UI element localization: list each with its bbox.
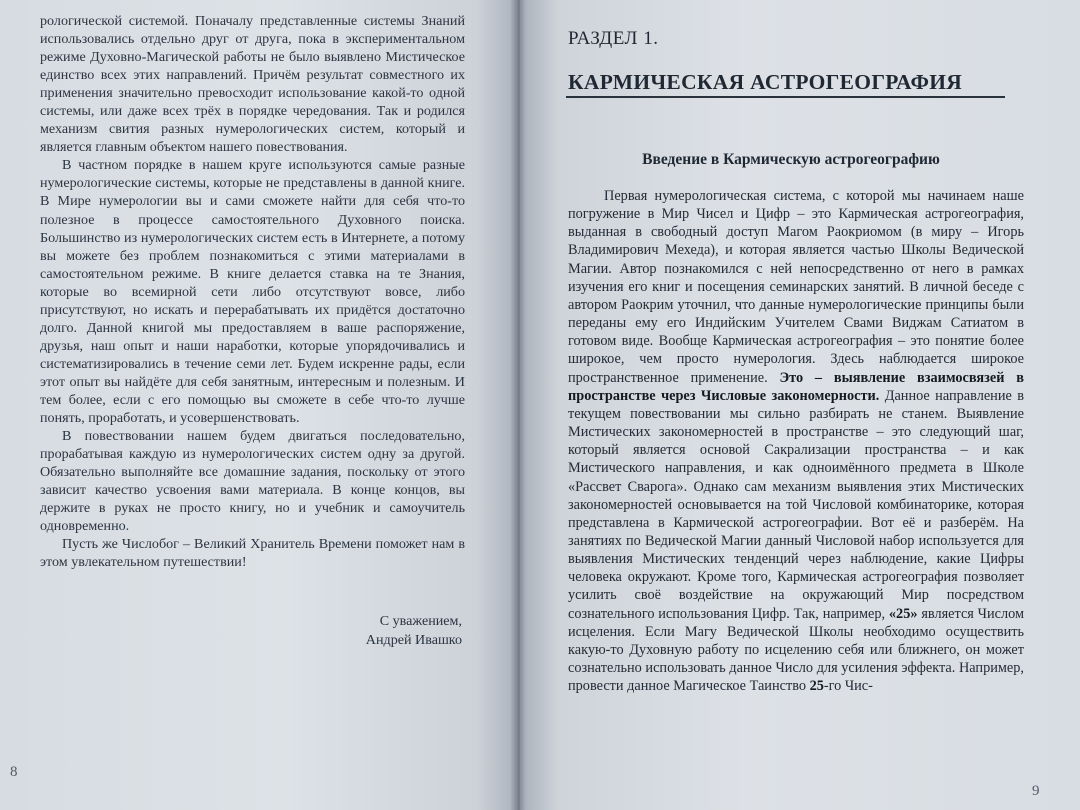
- left-paragraph-2: В частном порядке в нашем круге используются самые разные нумерологические системы, которые не представлены в данной книге. В Мире нумерологии вы и сами сможете найти для себя что-то полезное в процессе самостоятельного Духовного поиска. Большинство из нумерологических систем есть в Интернете, а потому вы можете без проблем познакомиться с этими материалами в самостоятельном режиме. В книге делается ставка на те Знания, которые во всемирной сети либо отсутствуют вовсе, либо присутствуют, но искать и перерабатывать их придётся достаточно долго. Данной книгой мы предоставляем в ваше распоряжение, друзья, наш опыт и наши наработки, которые упорядочивались и систематизировались в течение семи лет. Будем искренне рады, если этот опыт вы найдёте для себя занятным, интересным и полезным. И тем более, если с его помощью вы сможете в себе что-то лучше понять, проработать, и усовершенствовать.: [40, 157, 465, 427]
- right-bold-emphasis-1: Это – выявление взаимосвязей в пространстве через Числовые закономерности.: [568, 369, 1024, 404]
- intro-heading: Введение в Кармическую астрогеографию: [642, 151, 940, 168]
- section-title: КАРМИЧЕСКАЯ АСТРОГЕОГРАФИЯ: [568, 70, 963, 94]
- title-underline: [566, 96, 1005, 98]
- book-gutter-shadow: [510, 0, 526, 810]
- author-name: Андрей Ивашко: [365, 632, 462, 648]
- page-number-right: 9: [1032, 783, 1040, 799]
- left-paragraph-3: В повествовании нашем будем двигаться последовательно, прорабатывая каждую из нумерологических систем одну за другой. Обязательно выполняйте все домашние задания, поскольку от этого зависит качество усвоения вами материала. В конце концов, вы держите в руках не просто книгу, но и учебник и самоучитель одновременно.: [40, 428, 465, 535]
- right-page: [520, 0, 1080, 810]
- right-page-text: [568, 187, 1024, 695]
- right-body-paragraph: [568, 187, 1024, 695]
- closing-line: С уважением,: [379, 613, 462, 629]
- section-label: РАЗДЕЛ 1.: [568, 28, 659, 49]
- left-page-text: [40, 12, 465, 571]
- left-page: [0, 0, 518, 810]
- right-text-part-2: Данное направление в текущем повествовании мы сильно разбирать не станем. Выявление Мистических закономерностей в пространстве – это следующий шаг, который является основой Сакрализации пространства – и как Мистического направления, и как одноимённого предмета в Школе «Рассвет Сварога». Однако сам механизм выявления этих Мистических закономерностей основывается на той Числовой комбинаторике, которая представлена в Кармической астрогеографии. Вот её и разберём. На занятиях по Ведической Магии данный Числовой набор используется для выявления Мистических тенденций через наблюдение, какие Цифры человека окружают. Кроме того, Кармическая астрогеография позволяет усилить своё воздействие на окружающий Мир посредством сознательного использования Цифр. Так, например,: [568, 387, 1024, 622]
- right-text-part-4: -го Чис-: [823, 678, 873, 695]
- page-number-left: 8: [10, 764, 18, 780]
- right-bold-emphasis-2: «25»: [888, 605, 918, 622]
- right-text-part-3: является Числом исцеления. Если Магу Ведической Школы необходимо осуществить какую-то Духовную работу по исцелению себя или ближнего, он может сознательно использовать данное Число для усиления эффекта. Например, провести данное Магическое Таинство: [568, 605, 1025, 695]
- right-text-part-1: Первая нумерологическая система, с которой мы начинаем наше погружение в Мир Чисел и Цифр – это Кармическая астрогеография, выданная в свободный доступ Магом Раокриомом (в миру – Игорь Владимирович Мехеда), и которая является частью Школы Ведической Магии. Автор познакомился с ней непосредственно от него в рамках изучения его книг и посещения семинарских занятий. В личной беседе с автором Раокрим уточнил, что данные нумерологические принципы были переданы ему его Индийским Учителем Свами Виджам Сатиатом в готовом виде. Вообще Кармическая астрогеография – это понятие более широкое, чем просто нумерология. Здесь наблюдается широкое пространственное применение.: [568, 188, 1024, 386]
- left-paragraph-4: Пусть же Числобог – Великий Хранитель Времени поможет нам в этом увлекательном путешествии!: [40, 536, 465, 571]
- right-bold-emphasis-3: 25: [809, 678, 824, 695]
- left-paragraph-1: рологической системой. Поначалу представленные системы Знаний использовались отдельно друг от друга, пока в экспериментальном режиме Духовно-Магической работы не было выявлено Мистическое единство всех этих направлений. Причём результат совместного их применения значительно превосходит использование какой-то одной системы, или даже всех трёх в порядке чередования. Так и родился механизм свития разных нумерологических систем, который и является главным объектом нашего повествования.: [40, 13, 465, 156]
